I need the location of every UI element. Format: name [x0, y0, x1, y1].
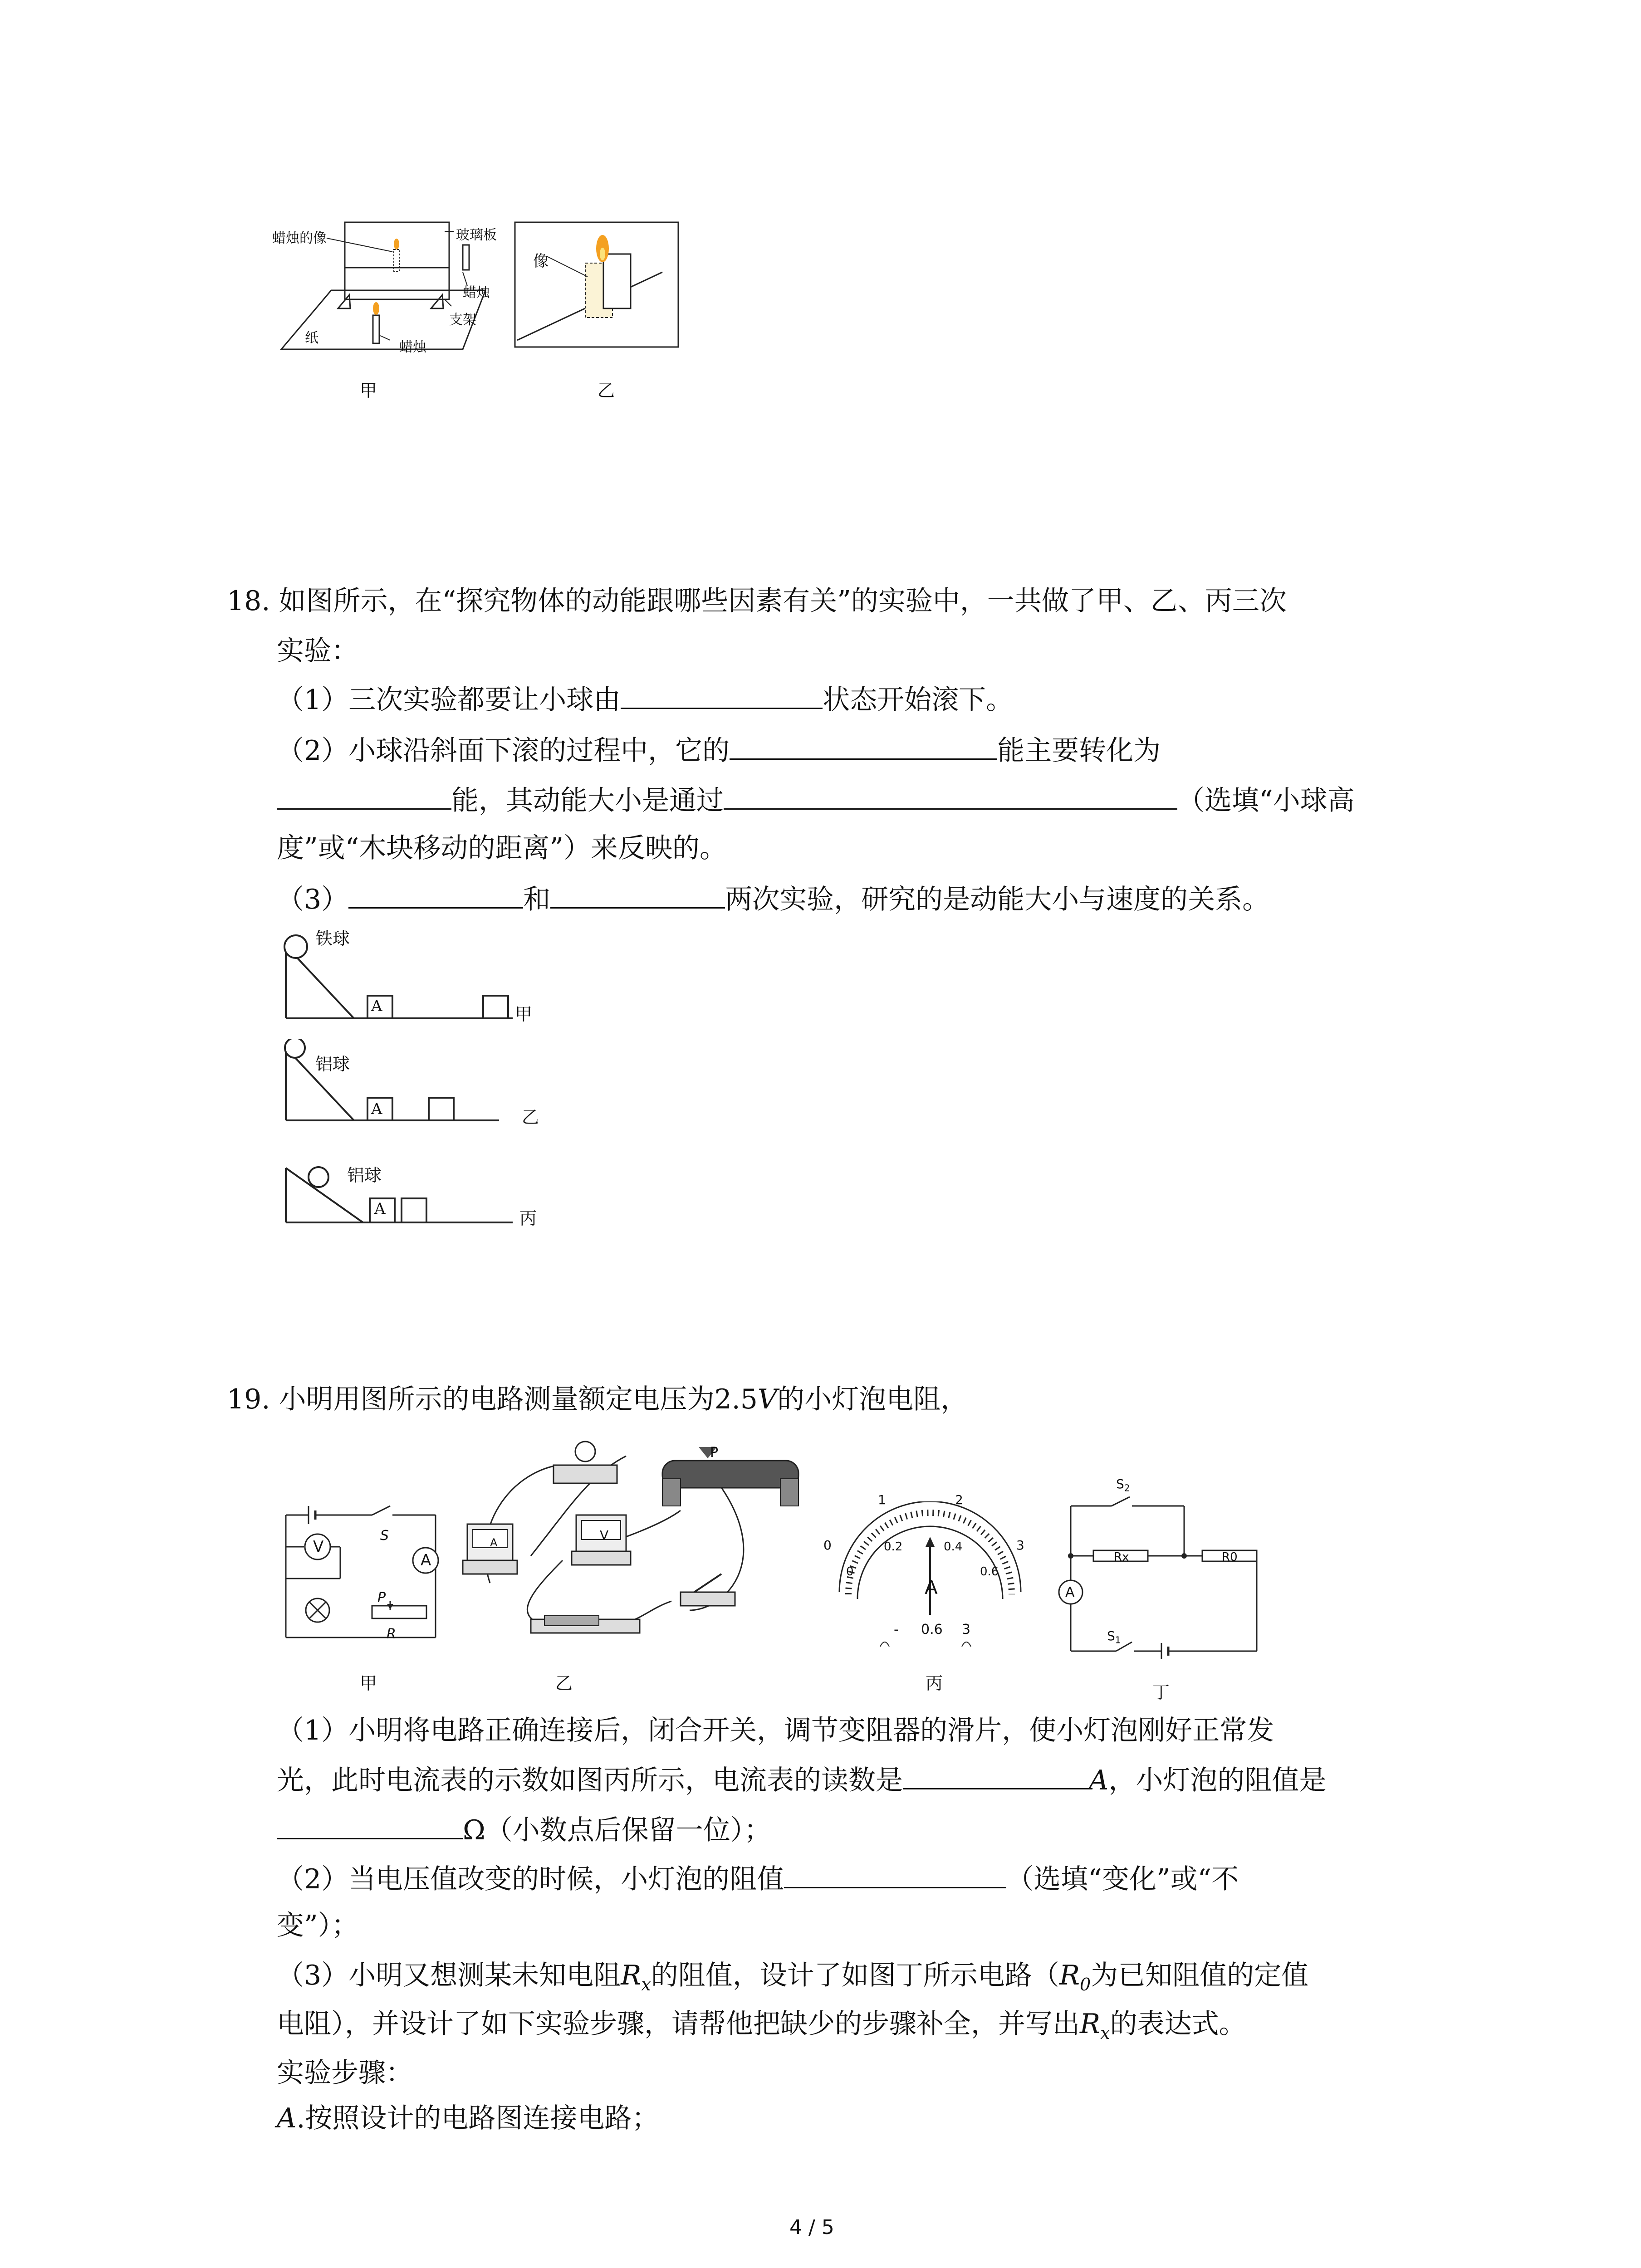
- q19-ding-rx: Rx: [1114, 1550, 1129, 1564]
- q19-step-a-text: .按照设计的电路图连接电路；: [296, 2102, 659, 2134]
- q18-fig-jia-ball: 铁球: [315, 929, 350, 948]
- q19-p1-blank2[interactable]: [277, 1811, 463, 1839]
- q18-stem-line1: [227, 583, 1287, 619]
- q18-p1-blank[interactable]: [621, 680, 823, 709]
- q19-stem-text-b: 的小灯泡电阻，: [777, 1383, 968, 1415]
- q18-fig-bing-block: A: [374, 1200, 386, 1218]
- q19-jia-v: V: [313, 1538, 324, 1556]
- q18-stem-line2: 实验：: [277, 635, 358, 667]
- fig17-label-paper: 纸: [305, 330, 318, 346]
- page-number: 4 / 5: [789, 2216, 834, 2239]
- q19-step-a: [277, 2100, 659, 2136]
- q19-bing-unit: A: [925, 1576, 938, 1598]
- q19-caption-bing: 丙: [926, 1673, 943, 1693]
- q19-part1-line2: [277, 1761, 1326, 1799]
- q19-bing-top-2: 2: [955, 1492, 963, 1507]
- q19-ding-s2: $S_2$: [1116, 1476, 1130, 1494]
- q18-p2-text-a: （2）小球沿斜面下滚的过程中，它的: [277, 735, 730, 767]
- q18-fig-bing-tag: 丙: [519, 1208, 537, 1228]
- q18-p2-blank2[interactable]: [277, 781, 451, 810]
- q19-bing-inner-2: 0.4: [944, 1540, 963, 1554]
- q19-step-a-letter: A: [277, 2102, 297, 2134]
- q18-p2-text-d: （选填“小球高: [1177, 785, 1355, 816]
- fig17-label-candle: 蜡烛: [463, 285, 490, 301]
- q19-stem-voltage: 2.5: [714, 1383, 758, 1415]
- q19-bing-top-3: 3: [1016, 1538, 1024, 1553]
- q18-part1: [277, 680, 1013, 718]
- q19-jia-s: S: [380, 1528, 389, 1544]
- fig17-label-image: 蜡烛的像: [272, 230, 327, 246]
- q19-bing-inner-3: 0.6: [980, 1565, 999, 1579]
- q19-p3-text-c: 为已知阻值的定值: [1091, 1960, 1309, 1991]
- q19-part1-line3: [277, 1811, 771, 1848]
- q18-fig-yi-tag: 乙: [522, 1107, 539, 1127]
- q18-fig-jia-tag: 甲: [515, 1004, 533, 1024]
- fig17-label-candle2: 蜡烛: [399, 339, 426, 355]
- q19-bing-top-0: 0: [823, 1538, 832, 1553]
- q19-yi-v: V: [600, 1528, 609, 1543]
- q19-fig-ding: [1053, 1479, 1261, 1669]
- fig17-caption-jia: 甲: [360, 381, 377, 401]
- fig17-label-image-right: 像: [533, 252, 549, 270]
- q19-part1-line1: （1）小明将电路正确连接后，闭合开关，调节变阻器的滑片，使小灯泡刚好正常发: [277, 1715, 1274, 1746]
- q19-p1-blank1[interactable]: [903, 1761, 1089, 1789]
- q18-p3-text-c: 两次实验，研究的是动能大小与速度的关系。: [725, 884, 1270, 915]
- q18-fig-yi-block: A: [371, 1100, 382, 1118]
- q19-bing-inner-1: 0.2: [884, 1540, 903, 1554]
- q19-yi-p: P: [710, 1445, 719, 1461]
- q19-yi-a: A: [490, 1536, 498, 1549]
- q18-p3-blank2[interactable]: [550, 880, 725, 909]
- q18-fig-yi-ball: 铝球: [315, 1054, 350, 1074]
- q19-p2-blank[interactable]: [784, 1860, 1006, 1888]
- q19-part2-line2: 变”）；: [277, 1910, 359, 1941]
- q19-caption-jia: 甲: [360, 1673, 377, 1693]
- q19-caption-yi: 乙: [555, 1673, 573, 1693]
- q19-p2-text-b: （选填“变化”或“不: [1006, 1863, 1239, 1895]
- fig17-label-glass: 玻璃板: [456, 227, 497, 243]
- q19-p2-text-a: （2）当电压值改变的时候，小灯泡的阻值: [277, 1863, 784, 1895]
- q18-part3: [277, 880, 1269, 918]
- q19-p3-text-e: 的表达式。: [1110, 2008, 1246, 2040]
- q19-p1-text-l3: Ω（小数点后保留一位）；: [463, 1814, 771, 1846]
- q19-bing-inner-0: 0: [846, 1565, 854, 1579]
- q18-p3-text-b: 和: [523, 884, 551, 915]
- q19-stem-unit: V: [757, 1383, 778, 1415]
- figure-17-right: [513, 218, 685, 354]
- q19-ding-s1: $S_1$: [1107, 1628, 1121, 1646]
- q19-p3-r0-symbol: $R_0$: [1059, 1960, 1091, 1994]
- q19-number: 19.: [227, 1383, 270, 1415]
- q18-fig-jia-block: A: [371, 997, 382, 1015]
- q19-p3-text-b: 的阻值，设计了如图丁所示电路（: [651, 1960, 1059, 1991]
- q19-p1-unit-a: A: [1089, 1765, 1109, 1796]
- q19-bing-top-1: 1: [878, 1492, 886, 1507]
- q19-part3-line1: [277, 1957, 1308, 2003]
- q19-fig-jia: [281, 1497, 454, 1660]
- q18-number: 18.: [227, 585, 270, 617]
- q18-fig-bing: [277, 1150, 549, 1241]
- q19-jia-r: R: [387, 1626, 396, 1642]
- q19-part2-line1: [277, 1860, 1239, 1897]
- q19-ding-r0: R0: [1222, 1550, 1238, 1564]
- q18-p3-text-a: （3）: [277, 884, 349, 915]
- q18-p2-text-b: 能主要转化为: [997, 735, 1161, 767]
- q18-part2-line2: [277, 781, 1355, 819]
- q19-part3-line2: [277, 2006, 1246, 2051]
- q19-stem: [227, 1381, 968, 1418]
- q18-stem-text: 如图所示，在“探究物体的动能跟哪些因素有关”的实验中，一共做了甲、乙、丙三次: [279, 585, 1287, 617]
- q19-p3-rx-symbol: $R_x$: [621, 1960, 651, 1994]
- q19-p3-rx-symbol-2: $R_x$: [1080, 2008, 1110, 2043]
- q19-p1-text-a: 光，此时电流表的示数如图丙所示，电流表的读数是: [277, 1765, 903, 1796]
- q19-bing-term-3: 3: [962, 1622, 971, 1637]
- q18-part2-line1: [277, 731, 1161, 769]
- q18-p1-text-b: 状态开始滚下。: [823, 684, 1014, 716]
- q19-steps-title: 实验步骤：: [277, 2057, 413, 2089]
- q18-p1-text-a: （1）三次实验都要让小球由: [277, 684, 621, 716]
- q19-fig-yi: [454, 1420, 826, 1656]
- q18-p2-blank3[interactable]: [724, 781, 1177, 810]
- q18-p2-text-c: 能，其动能大小是通过: [451, 785, 724, 816]
- q19-bing-term-06: 0.6: [921, 1622, 943, 1637]
- q19-stem-text-a: 小明用图所示的电路测量额定电压为: [279, 1383, 715, 1415]
- q18-p2-blank1[interactable]: [730, 731, 997, 760]
- q18-part2-line3: 度”或“木块移动的距离”）来反映的。: [277, 832, 727, 864]
- q19-p1-text-c: ，小灯泡的阻值是: [1108, 1765, 1327, 1796]
- q18-fig-bing-ball: 铝球: [347, 1165, 382, 1185]
- q19-jia-p: P: [377, 1590, 386, 1606]
- q19-p3-text-a: （3）小明又想测某未知电阻: [277, 1960, 621, 1991]
- q19-ding-a: A: [1065, 1584, 1075, 1600]
- q19-caption-ding: 丁: [1152, 1682, 1170, 1702]
- q19-jia-a: A: [421, 1551, 431, 1569]
- q19-bing-term-neg: -: [894, 1622, 899, 1637]
- q18-p3-blank1[interactable]: [348, 880, 523, 909]
- fig17-label-stand: 支架: [449, 312, 476, 328]
- q19-p3-text-d: 电阻），并设计了如下实验步骤，请帮他把缺少的步骤补全，并写出: [277, 2008, 1080, 2040]
- fig17-caption-yi: 乙: [598, 381, 615, 401]
